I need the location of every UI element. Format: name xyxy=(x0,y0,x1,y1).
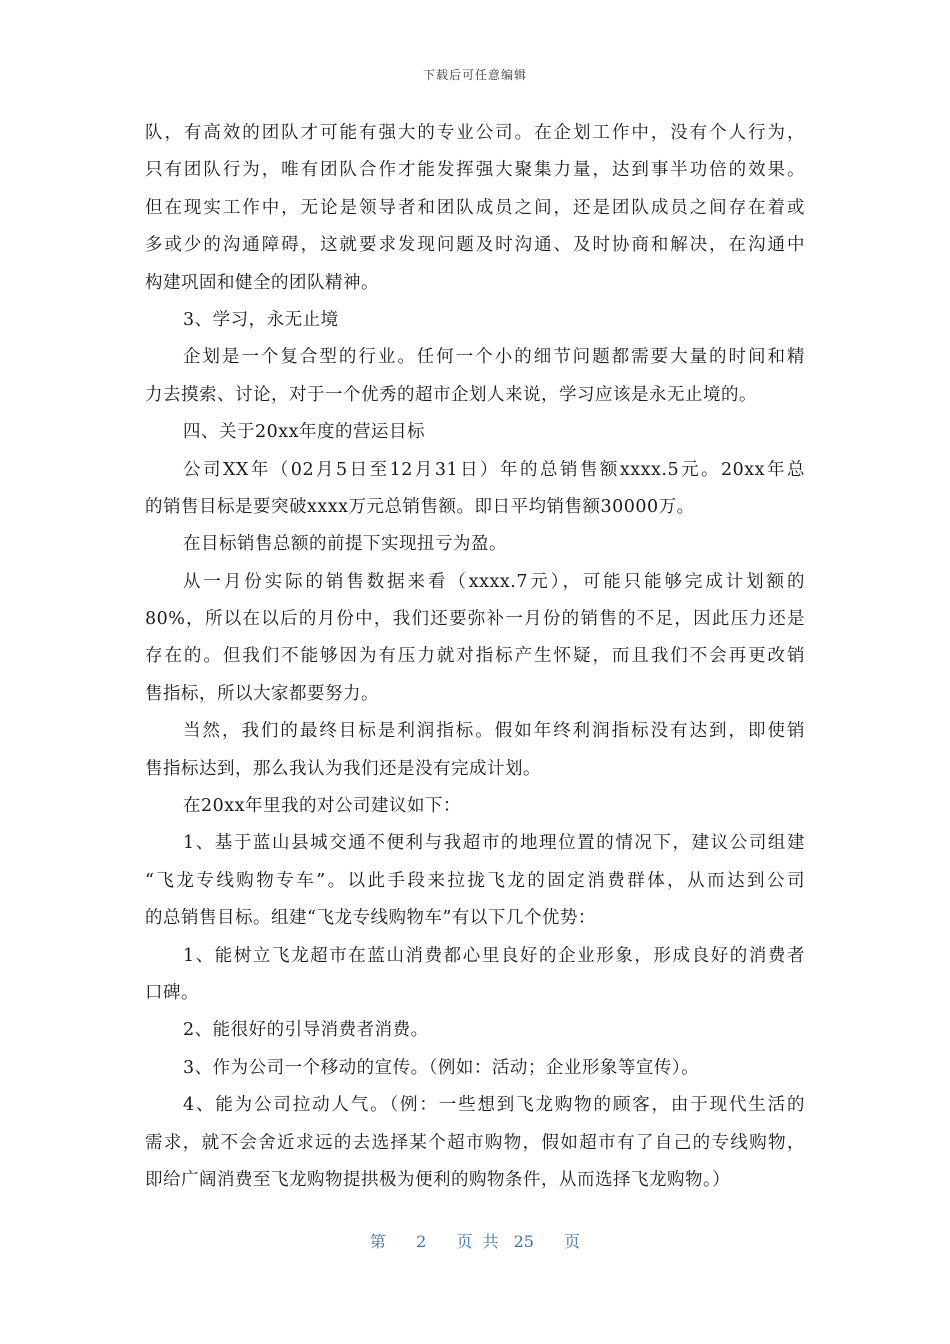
text-line: 口碑。 xyxy=(145,982,199,1003)
text-line: 3、学习，永无止境 xyxy=(183,309,339,330)
text-line: 从一月份实际的销售数据来看（xxxx.7元），可能只能够完成计划额的 xyxy=(183,571,805,592)
text-line: 需求，就不会舍近求远的去选择某个超市购物，假如超市有了自己的专线购物， xyxy=(145,1132,805,1153)
text-line: 2、能很好的引导消费者消费。 xyxy=(183,1020,429,1041)
footer-page-number: 2 xyxy=(416,1232,427,1251)
text-line: 80%，所以在以后的月份中，我们还要弥补一月份的销售的不足，因此压力还是 xyxy=(145,609,805,630)
text-line: “飞龙专线购物专车”。以此手段来拉拢飞龙的固定消费群体，从而达到公司 xyxy=(145,870,805,891)
text-line: 的总销售目标。组建“飞龙专线购物车”有以下几个优势： xyxy=(145,908,596,929)
page-header: 下载后可任意编辑 xyxy=(422,68,527,82)
text-line: 力去摸索、讨论，对于一个优秀的超市企划人来说，学习应该是永无止境的。 xyxy=(145,384,757,405)
text-line: 1、能树立飞龙超市在蓝山消费都心里良好的企业形象，形成良好的消费者 xyxy=(183,945,805,966)
text-line: 只有团队行为，唯有团队合作才能发挥强大聚集力量，达到事半功倍的效果。 xyxy=(145,160,805,181)
text-line: 售指标达到，那么我认为我们还是没有完成计划。 xyxy=(145,758,541,779)
text-line: 3、作为公司一个移动的宣传。（例如：活动；企业形象等宣传）。 xyxy=(183,1057,700,1078)
text-line: 在目标销售总额的前提下实现扭亏为盈。 xyxy=(183,534,507,555)
text-line: 多或少的沟通障碍，这就要求发现问题及时沟通、及时协商和解决，在沟通中 xyxy=(145,235,805,256)
text-line: 即给广阔消费至飞龙购物提拱极为便利的购物条件，从而选择飞龙购物。） xyxy=(145,1169,731,1190)
footer-page-total: 25 xyxy=(513,1232,534,1251)
text-line: 在20xx年里我的对公司建议如下： xyxy=(183,796,462,817)
text-line: 企划是一个复合型的行业。任何一个小的细节问题都需要大量的时间和精 xyxy=(183,347,805,368)
text-line: 但在现实工作中，无论是领导者和团队成员之间，还是团队成员之间存在着或 xyxy=(145,197,805,218)
text-line: 四、关于20xx年度的营运目标 xyxy=(183,422,426,443)
text-line: 队，有高效的团队才可能有强大的专业公司。在企划工作中，没有个人行为， xyxy=(145,123,805,143)
text-line: 公司XX年（02月5日至12月31日）年的总销售额xxxx.5元。20xx年总 xyxy=(183,459,805,480)
text-line: 4、能为公司拉动人气。（例：一些想到飞龙购物的顾客，由于现代生活的 xyxy=(183,1095,805,1116)
text-line: 的销售目标是要突破xxxx万元总销售额。即日平均销售额30000万。 xyxy=(145,496,695,517)
footer-page-suffix: 页 xyxy=(564,1232,581,1251)
page-footer xyxy=(0,1229,950,1252)
text-line: 1、基于蓝山县城交通不便利与我超市的地理位置的情况下，建议公司组建 xyxy=(183,833,805,854)
footer-page-middle: 页共 xyxy=(456,1232,509,1251)
text-line: 存在的。但我们不能够因为有压力就对指标产生怀疑，而且我们不会再更改销 xyxy=(145,646,805,667)
text-line: 当然，我们的最终目标是利润指标。假如年终利润指标没有达到，即使销 xyxy=(183,721,805,742)
text-line: 售指标，所以大家都要努力。 xyxy=(145,683,379,704)
footer-page-prefix: 第 xyxy=(369,1232,386,1251)
text-line: 构建巩固和健全的团队精神。 xyxy=(145,272,379,293)
document-body xyxy=(145,115,805,1199)
